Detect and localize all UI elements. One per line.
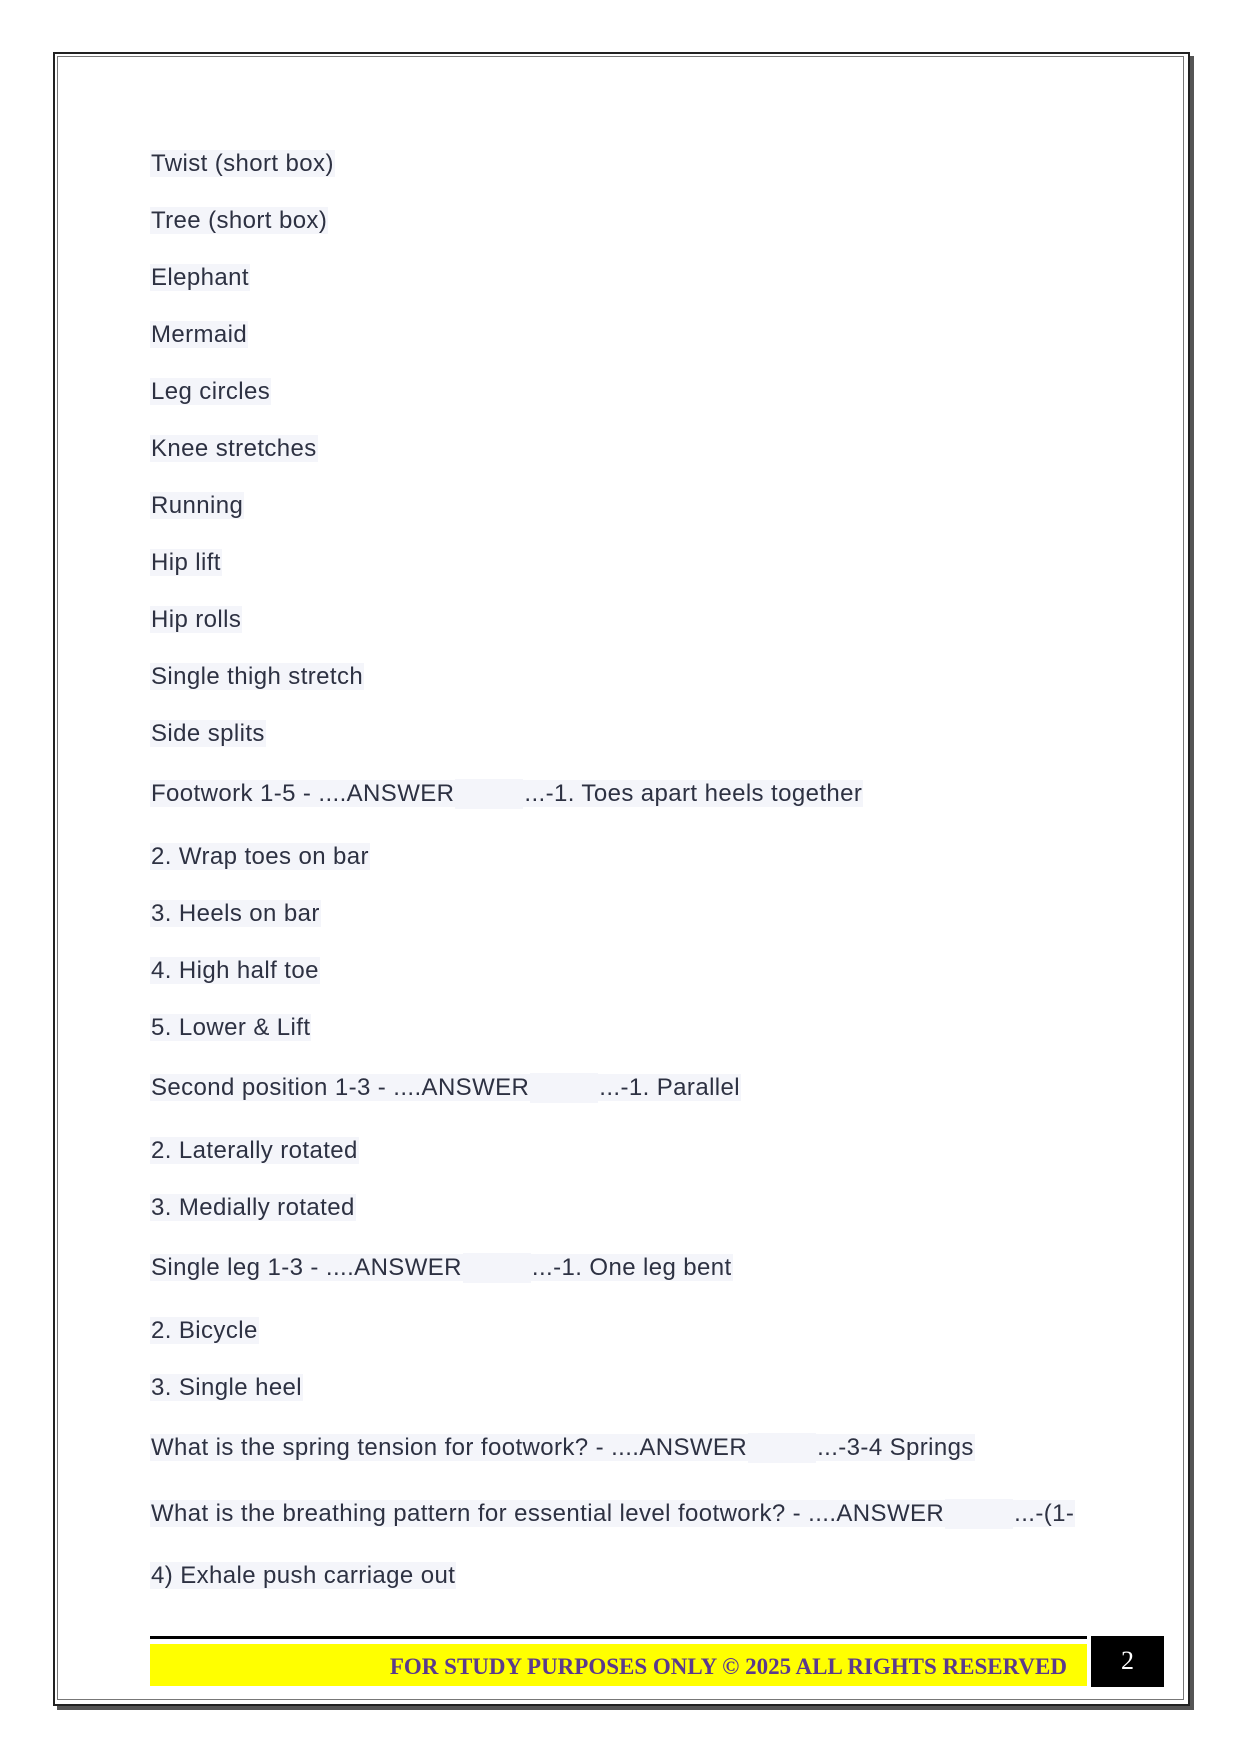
list-item: 4) Exhale push carriage out [151,1562,456,1589]
list-item: 2. Bicycle [151,1317,258,1344]
list-item: 4. High half toe [151,957,319,984]
list-item: Hip rolls [151,606,242,633]
qa-row-footwork [150,779,863,809]
footer-rule [150,1636,1087,1639]
list-item: 3. Heels on bar [151,900,320,927]
list-item: Running [151,492,244,519]
list-item: Twist (short box) [151,150,334,177]
qa-answer: ...-1. Toes apart heels together [524,780,863,807]
list-item: Hip lift [151,549,221,576]
page-number: 2 [1091,1636,1164,1687]
qa-answer: ...-1. One leg bent [531,1254,732,1281]
qa-row-breathing [150,1499,1075,1529]
qa-question: Footwork 1-5 - ....ANSWER [151,780,455,807]
qa-question: Second position 1-3 - ....ANSWER [151,1074,530,1101]
list-item: 2. Wrap toes on bar [151,843,369,870]
list-item: 3. Single heel [151,1374,303,1401]
qa-row-second-position [150,1073,741,1103]
list-item: 2. Laterally rotated [151,1137,358,1164]
qa-question: What is the breathing pattern for essential level footwork? - ....ANSWER [151,1500,945,1527]
qa-answer: ...-1. Parallel [599,1074,741,1101]
list-item: Knee stretches [151,435,317,462]
qa-question: What is the spring tension for footwork? - ....ANSWER [151,1434,748,1461]
qa-answer: ...-(1- [1014,1500,1075,1527]
qa-row-spring-tension [150,1433,975,1463]
list-item: Single thigh stretch [151,663,364,690]
qa-question: Single leg 1-3 - ....ANSWER [151,1254,462,1281]
list-item: Tree (short box) [151,207,328,234]
list-item: 3. Medially rotated [151,1194,355,1221]
footer-band [150,1644,1087,1686]
qa-row-single-leg [150,1253,733,1283]
qa-answer: ...-3-4 Springs [817,1434,974,1461]
footer-text: FOR STUDY PURPOSES ONLY © 2025 ALL RIGHTS RESERVED [389,1654,1067,1679]
list-item: Side splits [151,720,265,747]
list-item: 5. Lower & Lift [151,1014,311,1041]
list-item: Elephant [151,264,249,291]
list-item: Mermaid [151,321,248,348]
list-item: Leg circles [151,378,271,405]
